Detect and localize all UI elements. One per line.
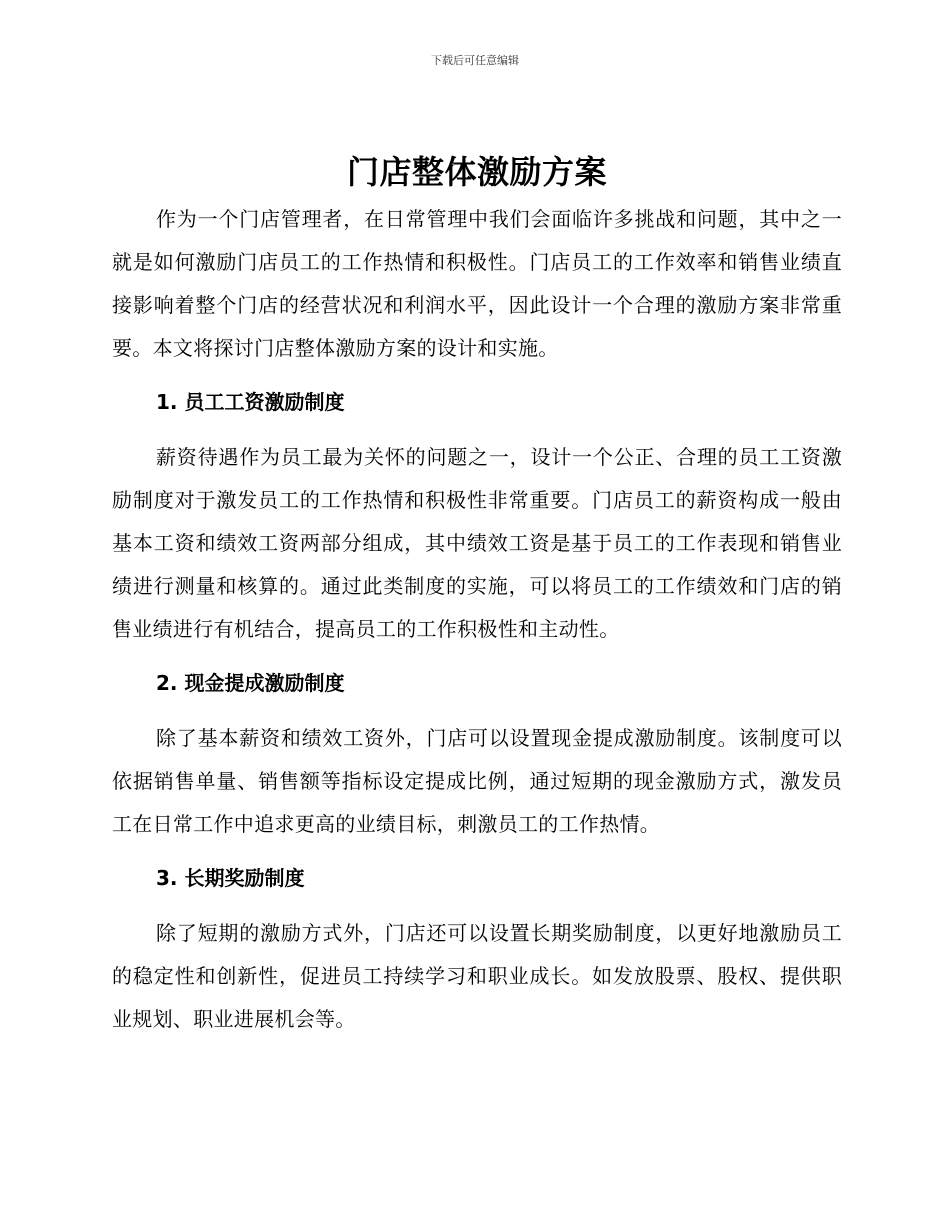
document-title: 门店整体激励方案 <box>346 153 607 191</box>
section-heading-long-term: 3. 长期奖励制度 <box>156 866 305 890</box>
intro-paragraph: 作为一个门店管理者，在日常管理中我们会面临许多挑战和问题，其中之一就是如何激励门店员工的工作热情和积极性。门店员工的工作效率和销售业绩直接影响着整个门店的经营状况和利润水平，因此设计一个合理的激励方案非常重要。本文将探讨门店整体激励方案的设计和实施。 <box>112 207 842 360</box>
section-heading-commission: 2. 现金提成激励制度 <box>156 671 345 695</box>
page-header-note: 下载后可任意编辑 <box>431 54 519 67</box>
section-body-salary: 薪资待遇作为员工最为关怀的问题之一，设计一个公正、合理的员工工资激励制度对于激发员工的工作热情和积极性非常重要。门店员工的薪资构成一般由基本工资和绩效工资两部分组成，其中绩效工资是基于员工的工作表现和销售业绩进行测量和核算的。通过此类制度的实施，可以将员工的工作绩效和门店的销售业绩进行有机结合，提高员工的工作积极性和主动性。 <box>112 445 842 641</box>
section-body-commission: 除了基本薪资和绩效工资外，门店可以设置现金提成激励制度。该制度可以依据销售单量、销售额等指标设定提成比例，通过短期的现金激励方式，激发员工在日常工作中追求更高的业绩目标，刺激员工的工作热情。 <box>112 726 842 836</box>
section-heading-salary: 1. 员工工资激励制度 <box>156 390 345 414</box>
document-body <box>112 150 842 1041</box>
section-body-long-term: 除了短期的激励方式外，门店还可以设置长期奖励制度，以更好地激励员工的稳定性和创新性，促进员工持续学习和职业成长。如发放股票、股权、提供职业规划、职业进展机会等。 <box>112 921 842 1031</box>
